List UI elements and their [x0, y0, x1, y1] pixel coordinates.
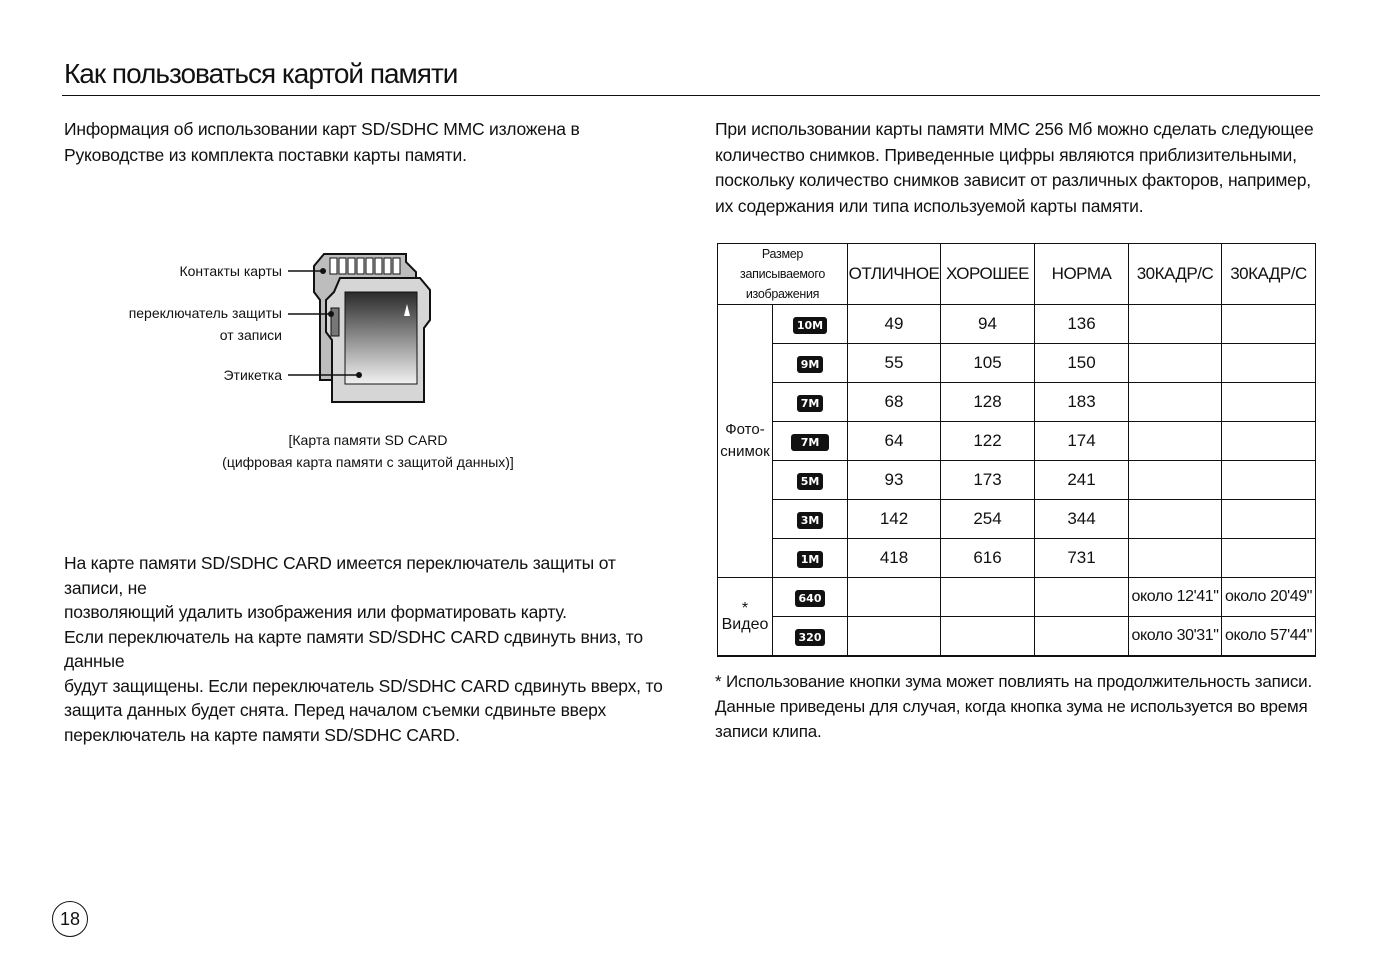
table-cell [941, 578, 1035, 617]
header-excellent: ОТЛИЧНОЕ [848, 244, 941, 305]
table-cell: 93 [848, 461, 941, 500]
size-icon-cell [773, 617, 848, 657]
left-bottom-text: На карте памяти SD/SDHC CARD имеется переключатель защиты от записи, не позволяющий удалить изображения или форматировать карту. Если переключатель на карте памяти SD/SDHC CARD сдвинуть вниз, то данные будут защищены. Если переключатель SD/SDHC CARD сдвинуть вверх, то защита данных будет снята. Перед началом съемки сдвиньте вверх переключатель на карте памяти SD/SDHC CARD. [64, 553, 663, 745]
size-icon-cell [773, 461, 848, 500]
size-icon-cell [773, 305, 848, 344]
sd-card-back [314, 254, 416, 380]
table-cell: 142 [848, 500, 941, 539]
table-cell: 64 [848, 422, 941, 461]
table-cell [1129, 539, 1222, 578]
table-cell: 122 [941, 422, 1035, 461]
card-label-area [345, 292, 417, 384]
size-icon-cell [773, 539, 848, 578]
table-cell [1222, 500, 1316, 539]
table-cell [1222, 305, 1316, 344]
size-7m-icon: 7M [797, 395, 824, 412]
header-good: ХОРОШЕЕ [941, 244, 1035, 305]
header-image-size: Размер записываемого изображения [718, 244, 848, 305]
table-cell [1129, 305, 1222, 344]
table-cell [1222, 383, 1316, 422]
table-cell: 616 [941, 539, 1035, 578]
table-cell: 174 [1035, 422, 1129, 461]
label-write-protect-switch: переключатель защиты от записи [128, 305, 282, 343]
table-cell: 49 [848, 305, 941, 344]
table-cell [1222, 539, 1316, 578]
table-cell: около 12'41" [1129, 578, 1222, 617]
table-cell: 241 [1035, 461, 1129, 500]
table-cell [848, 617, 941, 657]
table-cell: 731 [1035, 539, 1129, 578]
size-icon-cell [773, 344, 848, 383]
table-header-row [718, 244, 1316, 305]
table-cell [1129, 500, 1222, 539]
table-cell [1222, 344, 1316, 383]
table-cell: 94 [941, 305, 1035, 344]
size-icon-cell [773, 422, 848, 461]
video-320-icon: 320 [795, 629, 826, 646]
table-cell [1222, 422, 1316, 461]
table-cell: 128 [941, 383, 1035, 422]
size-icon-cell [773, 383, 848, 422]
table-cell [1129, 383, 1222, 422]
sd-card-front [326, 278, 430, 402]
table-row [718, 344, 1316, 383]
left-intro-text: Информация об использовании карт SD/SDHC MMC изложена в Руководстве из комплекта поставки карты памяти. [64, 119, 580, 165]
label-card-contacts: Контакты карты [179, 263, 282, 279]
size-5m-icon: 5M [797, 473, 824, 490]
table-cell [941, 617, 1035, 657]
table-row [718, 539, 1316, 578]
table-cell [1222, 461, 1316, 500]
card-contacts-icon [330, 258, 400, 274]
photo-category-label: Фото- снимок [718, 305, 773, 578]
page-title: Как пользоваться картой памяти [64, 58, 458, 89]
table-cell: около 20'49" [1222, 578, 1316, 617]
diagram-caption: [Карта памяти SD CARD (цифровая карта памяти с защитой данных)] [222, 432, 514, 470]
table-cell [1035, 617, 1129, 657]
right-intro-text: При использовании карты памяти MMC 256 Мб можно сделать следующее количество снимков. Приведенные цифры являются приблизительными, поскольку количество снимков зависит от различных факторов, например, их содержания или типа используемой карты памяти. [715, 119, 1314, 216]
header-fps-2: 30КАДР/С [1222, 244, 1316, 305]
table-row [718, 461, 1316, 500]
table-row [718, 422, 1316, 461]
table-cell: около 57'44" [1222, 617, 1316, 657]
table-cell: 105 [941, 344, 1035, 383]
table-cell [1129, 461, 1222, 500]
size-1m-icon: 1M [797, 551, 824, 568]
table-cell: 254 [941, 500, 1035, 539]
video-640-icon: 640 [795, 590, 826, 607]
video-category-label: * Видео [718, 578, 773, 657]
size-3m-icon: 3M [797, 512, 824, 529]
table-cell [848, 578, 941, 617]
header-normal: НОРМА [1035, 244, 1129, 305]
table-cell: 136 [1035, 305, 1129, 344]
size-icon-cell [773, 500, 848, 539]
table-cell: 68 [848, 383, 941, 422]
table-cell: 344 [1035, 500, 1129, 539]
label-card-label: Этикетка [223, 367, 282, 383]
table-cell: 55 [848, 344, 941, 383]
table-cell: 150 [1035, 344, 1129, 383]
table-cell: 183 [1035, 383, 1129, 422]
title-divider [62, 95, 1320, 96]
capacity-table [717, 243, 1316, 657]
table-cell: 418 [848, 539, 941, 578]
page-number: 18 [52, 901, 88, 937]
size-icon-cell [773, 578, 848, 617]
footnote-text: * Использование кнопки зума может повлиять на продолжительность записи. Данные приведены для случая, когда кнопка зума не используется во время записи клипа. [715, 672, 1313, 741]
table-cell [1129, 344, 1222, 383]
size-7m-wide-icon: 7M [791, 434, 830, 451]
table-row [718, 578, 1316, 617]
table-cell: 173 [941, 461, 1035, 500]
size-10m-icon: 10M [793, 317, 827, 334]
table-cell [1129, 422, 1222, 461]
header-fps-1: 30КАДР/С [1129, 244, 1222, 305]
table-cell [1035, 578, 1129, 617]
table-cell: около 30'31" [1129, 617, 1222, 657]
table-row [718, 617, 1316, 657]
table-row [718, 305, 1316, 344]
table-row [718, 383, 1316, 422]
table-row [718, 500, 1316, 539]
size-9m-icon: 9M [797, 356, 824, 373]
